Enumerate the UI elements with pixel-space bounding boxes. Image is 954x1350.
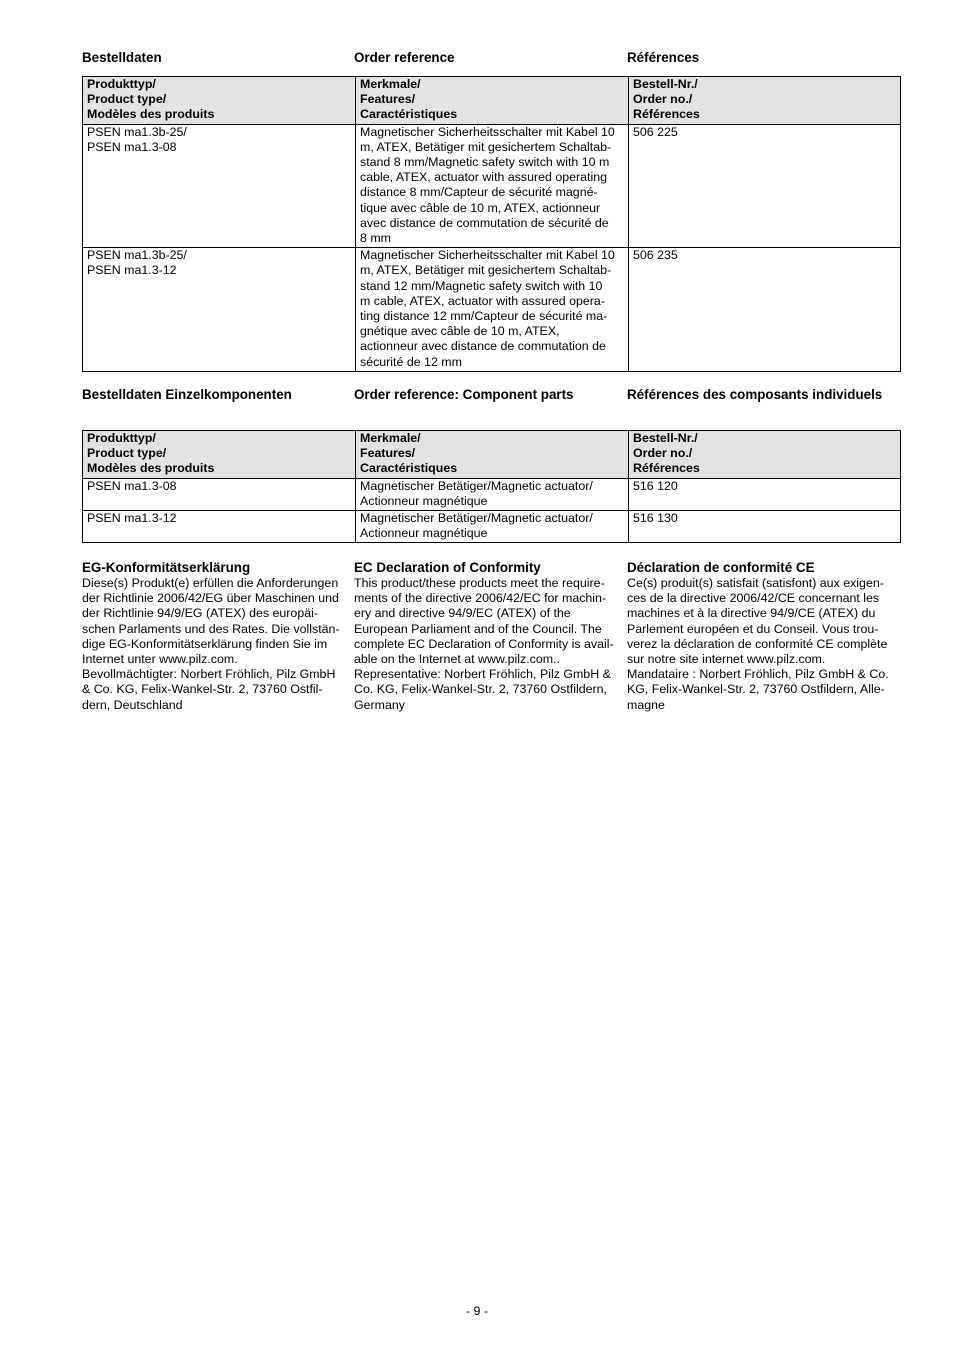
features-cell: Magnetischer Betätiger/Magnetic actuator/ Actionneur magnétique <box>356 478 629 510</box>
table-header-row <box>83 431 901 479</box>
page-number: - 9 - <box>465 1304 489 1318</box>
col-features: Merkmale/ Features/ Caractéristiques <box>356 77 629 125</box>
heading-en: Order reference <box>354 50 455 65</box>
product-type-cell: PSEN ma1.3-12 <box>83 511 356 543</box>
col-features: Merkmale/ Features/ Caractéristiques <box>356 431 629 479</box>
col-order-no: Bestell-Nr./ Order no./ Références <box>629 77 901 125</box>
table-row <box>83 511 901 543</box>
order-table <box>82 76 901 372</box>
table-row <box>83 478 901 510</box>
features-cell: Magnetischer Sicherheitsschalter mit Kabel 10 m, ATEX, Betätiger mit gesichertem Schaltab- stand 12 mm/Magnetic safety switch with 10 m cable, ATEX, actuator with assured opera- ting distance 12 mm/Capteur de sécurité ma- gnétique avec câble de 10 m, ATEX, actionneur avec distance de commutation de sécurité de 12 mm <box>356 248 629 372</box>
conformity-text: Diese(s) Produkt(e) erfüllen die Anforderungen der Richtlinie 2006/42/EG über Maschinen und der Richtlinie 94/9/EG (ATEX) des europäi- schen Parlaments und des Rates. Die vollstän- dige EG-Konformitätserklärung finden Sie im Internet unter www.pilz.com. Bevollmächtigter: Norbert Fröhlich, Pilz GmbH & Co. KG, Felix-Wankel-Str. 2, 73760 Ostfil- dern, Deutschland <box>82 576 340 712</box>
product-type-cell: PSEN ma1.3b-25/ PSEN ma1.3-08 <box>83 124 356 248</box>
conformity-title: EG-Konformitätserklärung <box>82 560 251 575</box>
components-table <box>82 430 901 543</box>
heading-en: Order reference: Component parts <box>354 387 574 402</box>
conformity-text: This product/these products meet the require- ments of the directive 2006/42/EC for machin- ery and directive 94/9/EC (ATEX) of the European Parliament and of the Council. The complete EC Declaration of Conformity is avail- able on the Internet at www.pilz.com.. Representative: Norbert Fröhlich, Pilz GmbH & Co. KG, Felix-Wankel-Str. 2, 73760 Ostfildern, Germany <box>354 576 614 712</box>
conformity-section <box>82 559 900 713</box>
order-no-cell: 506 235 <box>629 248 901 372</box>
heading-de: Bestelldaten Einzelkomponenten <box>82 387 292 402</box>
order-headings <box>82 49 900 66</box>
heading-de: Bestelldaten <box>82 50 162 65</box>
order-no-cell: 506 225 <box>629 124 901 248</box>
components-headings <box>82 386 900 403</box>
heading-fr: Références des composants individuels <box>627 387 883 402</box>
conformity-fr <box>627 559 900 713</box>
features-cell: Magnetischer Betätiger/Magnetic actuator/ Actionneur magnétique <box>356 511 629 543</box>
product-type-cell: PSEN ma1.3-08 <box>83 478 356 510</box>
col-product-type: Produkttyp/ Product type/ Modèles des produits <box>83 431 356 479</box>
col-product-type: Produkttyp/ Product type/ Modèles des produits <box>83 77 356 125</box>
col-order-no: Bestell-Nr./ Order no./ Références <box>629 431 901 479</box>
order-no-cell: 516 130 <box>629 511 901 543</box>
conformity-text: Ce(s) produit(s) satisfait (satisfont) aux exigen- ces de la directive 2006/42/CE concernant les machines et à la directive 94/9/CE (ATEX) du Parlement européen et du Conseil. Vous trou- verez la déclaration de conformité CE complète sur notre site internet www.pilz.com. Mandataire : Norbert Fröhlich, Pilz GmbH & Co. KG, Felix-Wankel-Str. 2, 73760 Ostfildern, Alle- magne <box>627 576 889 712</box>
features-cell: Magnetischer Sicherheitsschalter mit Kabel 10 m, ATEX, Betätiger mit gesichertem Schaltab- stand 8 mm/Magnetic safety switch with 10 m cable, ATEX, actuator with assured operating distance 8 mm/Capteur de sécurité magné- tique avec câble de 10 m, ATEX, actionneur avec distance de commutation de sécurité de 8 mm <box>356 124 629 248</box>
table-header-row <box>83 77 901 125</box>
conformity-en <box>354 559 627 713</box>
table-row <box>83 248 901 372</box>
conformity-title: Déclaration de conformité CE <box>627 560 815 575</box>
order-no-cell: 516 120 <box>629 478 901 510</box>
table-row <box>83 124 901 248</box>
heading-fr: Références <box>627 50 700 65</box>
product-type-cell: PSEN ma1.3b-25/ PSEN ma1.3-12 <box>83 248 356 372</box>
conformity-title: EC Declaration of Conformity <box>354 560 541 575</box>
conformity-de <box>82 559 354 713</box>
